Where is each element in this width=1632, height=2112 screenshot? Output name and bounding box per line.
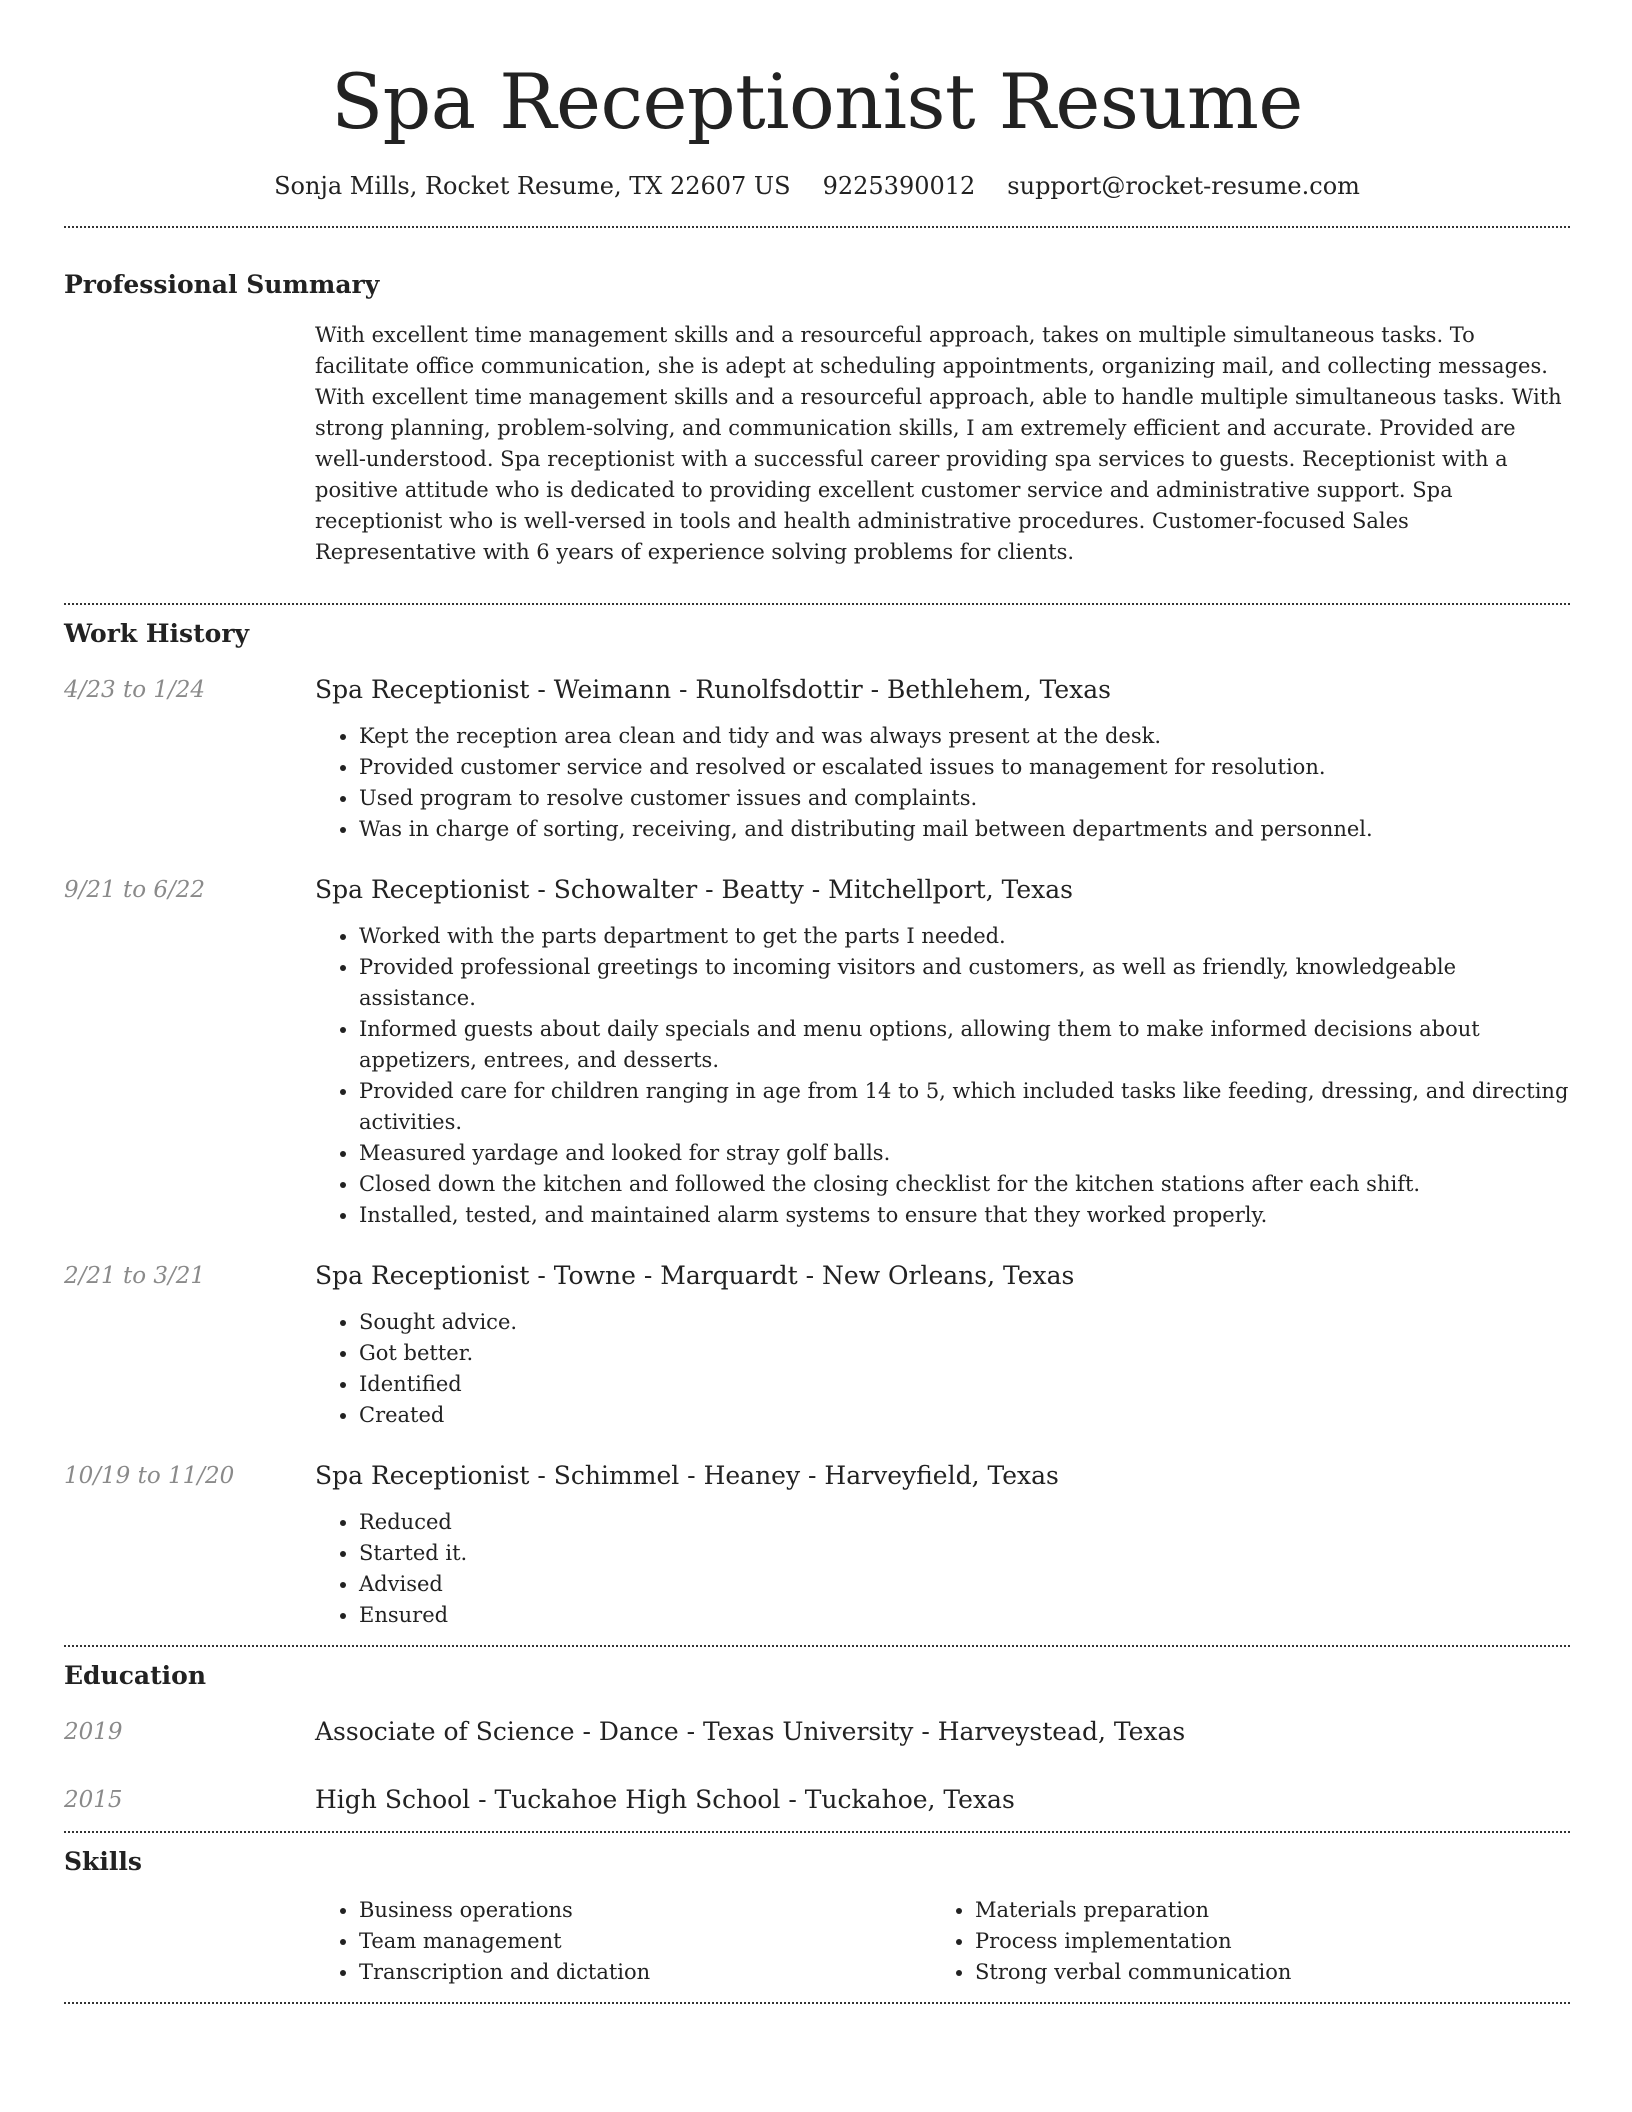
skills-list-right [931,1895,1547,1988]
skill-item: • Team management [359,1926,931,1957]
divider [64,1831,1570,1833]
summary-section [64,268,1570,582]
job-entry [64,673,1570,845]
list-item: • Measured yardage and looked for stray golf balls. [359,1138,1570,1169]
list-item: • Provided customer service and resolved or escalated issues to management for resolution. [359,752,1570,783]
job-title: Spa Receptionist - Schowalter - Beatty - Mitchellport, Texas [315,875,1073,904]
list-item: • Kept the reception area clean and tidy and was always present at the desk. [359,721,1570,752]
education-section [64,1659,1570,1831]
list-item: • Used program to resolve customer issues and complaints. [359,783,1570,814]
job-entry [64,873,1570,1231]
education-heading: Education [64,1661,207,1690]
work-history-heading: Work History [64,619,250,648]
list-item: • Ensured [359,1600,1570,1631]
skill-item: • Materials preparation [975,1895,1547,1926]
education-degree: Associate of Science - Dance - Texas University - Harveystead, Texas [315,1717,1186,1746]
skill-item: • Process implementation [975,1926,1547,1957]
job-dates: 9/21 to 6/22 [64,877,206,903]
job-bullets [315,1307,1570,1431]
list-item: • Worked with the parts department to get the parts I needed. [359,921,1570,952]
resume-page [64,0,1570,2004]
list-item: • Informed guests about daily specials and menu options, allowing them to make informed decisions about appetizers, entrees, and desserts. [359,1014,1570,1076]
job-bullets [315,721,1570,845]
job-title: Spa Receptionist - Weimann - Runolfsdottir - Bethlehem, Texas [315,675,1111,704]
contact-email[interactable]: support@rocket-resume.com [1007,172,1360,200]
job-title: Spa Receptionist - Schimmel - Heaney - Harveyfield, Texas [315,1461,1059,1490]
list-item: • Reduced [359,1507,1570,1538]
job-bullets [315,1507,1570,1631]
list-item: • Was in charge of sorting, receiving, and distributing mail between departments and personnel. [359,814,1570,845]
education-degree: High School - Tuckahoe High School - Tuckahoe, Texas [315,1785,1015,1814]
education-year: 2019 [64,1719,123,1745]
job-entry [64,1459,1570,1631]
list-item: • Closed down the kitchen and followed the closing checklist for the kitchen stations after each shift. [359,1169,1570,1200]
list-item: • Created [359,1400,1570,1431]
skills-columns [315,1895,1570,2002]
list-item: • Advised [359,1569,1570,1600]
contact-line [64,170,1570,202]
summary-text: With excellent time management skills and a resourceful approach, takes on multiple simultaneous tasks. To facilitate office communication, she is adept at scheduling appointments, organizing mail, and collecting messages. With excellent time management skills and a resourceful approach, able to handle multiple simultaneous tasks. With strong planning, problem-solving, and communication skills, I am extremely efficient and accurate. Provided are well-understood. Spa receptionist with a successful career providing spa services to guests. Receptionist with a positive attitude who is dedicated to providing excellent customer service and administrative support. Spa receptionist who is well-versed in tools and health administrative procedures. Customer-focused Sales Representative with 6 years of experience solving problems for clients. [315,323,1562,564]
education-entry [64,1715,1570,1749]
list-item: • Started it. [359,1538,1570,1569]
divider [64,2002,1570,2004]
summary-heading: Professional Summary [64,270,380,299]
job-dates: 2/21 to 3/21 [64,1263,206,1289]
education-entry [64,1783,1570,1817]
list-item: • Provided care for children ranging in age from 14 to 5, which included tasks like feeding, dressing, and directing activities. [359,1076,1570,1138]
skill-item: • Transcription and dictation [359,1957,931,1988]
skills-heading: Skills [64,1847,142,1876]
divider [64,226,1570,228]
job-title: Spa Receptionist - Towne - Marquardt - New Orleans, Texas [315,1261,1075,1290]
list-item: • Got better. [359,1338,1570,1369]
contact-phone: 9225390012 [822,172,976,200]
job-bullets [315,921,1570,1231]
skill-item: • Strong verbal communication [975,1957,1547,1988]
contact-address: Sonja Mills, Rocket Resume, TX 22607 US [274,172,791,200]
job-dates: 4/23 to 1/24 [64,677,206,703]
divider [64,603,1570,605]
divider [64,1645,1570,1647]
skills-list-left [315,1895,931,1988]
resume-title: Spa Receptionist Resume [331,57,1303,146]
list-item: • Provided professional greetings to incoming visitors and customers, as well as friendly, knowledgeable assistance. [359,952,1570,1014]
job-entry [64,1259,1570,1431]
education-year: 2015 [64,1787,123,1813]
skill-item: • Business operations [359,1895,931,1926]
work-history-section [64,617,1570,1645]
list-item: • Sought advice. [359,1307,1570,1338]
list-item: • Installed, tested, and maintained alarm systems to ensure that they worked properly. [359,1200,1570,1231]
skills-section [64,1845,1570,2002]
job-dates: 10/19 to 11/20 [64,1463,235,1489]
list-item: • Identified [359,1369,1570,1400]
